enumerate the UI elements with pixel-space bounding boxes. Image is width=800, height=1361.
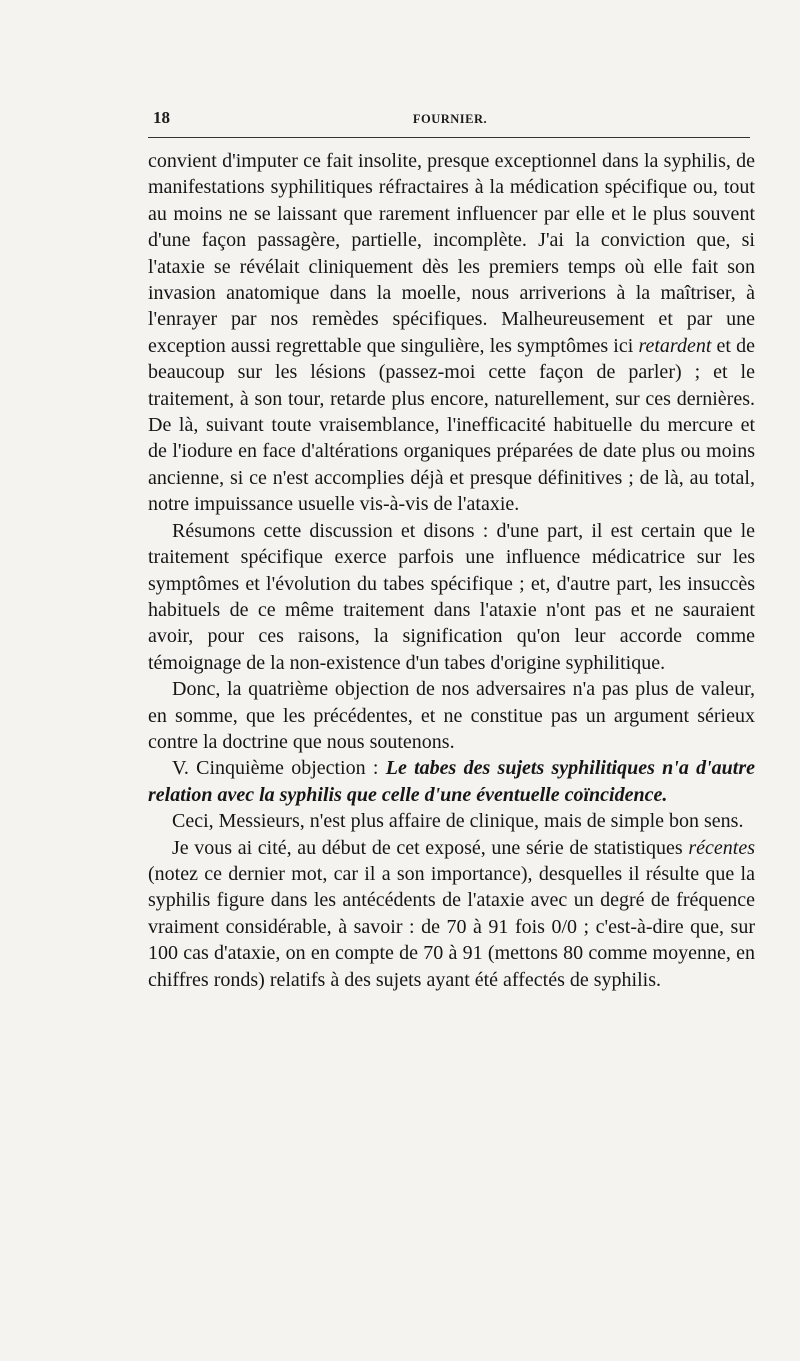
italic-word: retardent bbox=[638, 334, 712, 357]
paragraph-3: Donc, la quatrième objection de nos adversaires n'a pas plus de valeur, en somme, que les précédentes, et ne constitue pas un argument sérieux contre la doctrine que nous soutenons. bbox=[148, 678, 755, 753]
objection-label: V. Cinquième objection : bbox=[172, 757, 386, 780]
paragraph-2: Résumons cette discussion et disons : d'une part, il est certain que le traitement spécifique exerce parfois une influence médicatrice sur les symptômes et l'évolution du tabes spécifique ; et, d'autre part, les insuccès habituels de ce même traitement dans l'ataxie n'ont pas et ne sauraient avoir, pour ces raisons, la signification qu'on leur accorde comme témoignage de la non-existence d'un tabes d'origine syphilitique. bbox=[148, 519, 755, 674]
paragraph-6: Je vous ai cité, au début de cet exposé, une série de statistiques récentes (notez ce dernier mot, car il a son importance), desquelles il résulte que la syphilis figure dans les antécédents de l'ataxie avec un degré de fréquence vraiment considérable, à savoir : de 70 à 91 fois 0/0 ; c'est-à-dire que, sur 100 cas d'ataxie, on en compte de 70 à 91 (mettons 80 comme moyenne, en chiffres ronds) relatifs à des sujets ayant été affectés de syphilis. bbox=[148, 836, 755, 991]
page-header bbox=[145, 108, 755, 130]
running-head: FOURNIER. bbox=[412, 112, 488, 126]
paragraph-5: Ceci, Messieurs, n'est plus affaire de clinique, mais de simple bon sens. bbox=[172, 810, 744, 833]
header-rule bbox=[148, 137, 750, 138]
paragraph-1: convient d'imputer ce fait insolite, presque exceptionnel dans la syphilis, de manifestations syphilitiques réfractaires à la médication spécifique ou, tout au moins ne se laissant que rarement influencer par elle et le plus souvent d'une façon passagère, partielle, incomplète. J'ai la conviction que, si l'ataxie se révélait cliniquement dès les premiers temps où elle fait son invasion anatomique dans la moelle, nous arriverions à la maîtriser, à l'enrayer par nos remèdes spécifiques. Malheureusement et par une exception aussi regrettable que singulière, les symptômes ici retardent et de beaucoup sur les lésions (passez-moi cette façon de parler) ; et le traitement, à son tour, retarde plus encore, naturellement, sur ces dernières. De là, suivant toute vraisemblance, l'inefficacité habituelle du mercure et de l'iodure en face d'altérations organiques préparées de date plus ou moins ancienne, si ce n'est accomplies déjà et presque définitives ; de là, au total, notre impuissance usuelle vis-à-vis de l'ataxie. bbox=[148, 150, 756, 516]
page-number: 18 bbox=[153, 108, 170, 127]
italic-word: récentes bbox=[688, 836, 755, 859]
objection-heading bbox=[148, 755, 755, 808]
objection-statement: Le tabes des sujets syphilitiques n'a d'autre relation avec la syphilis que celle d'une éventuelle coïncidence. bbox=[148, 757, 755, 806]
body-text bbox=[148, 148, 755, 993]
